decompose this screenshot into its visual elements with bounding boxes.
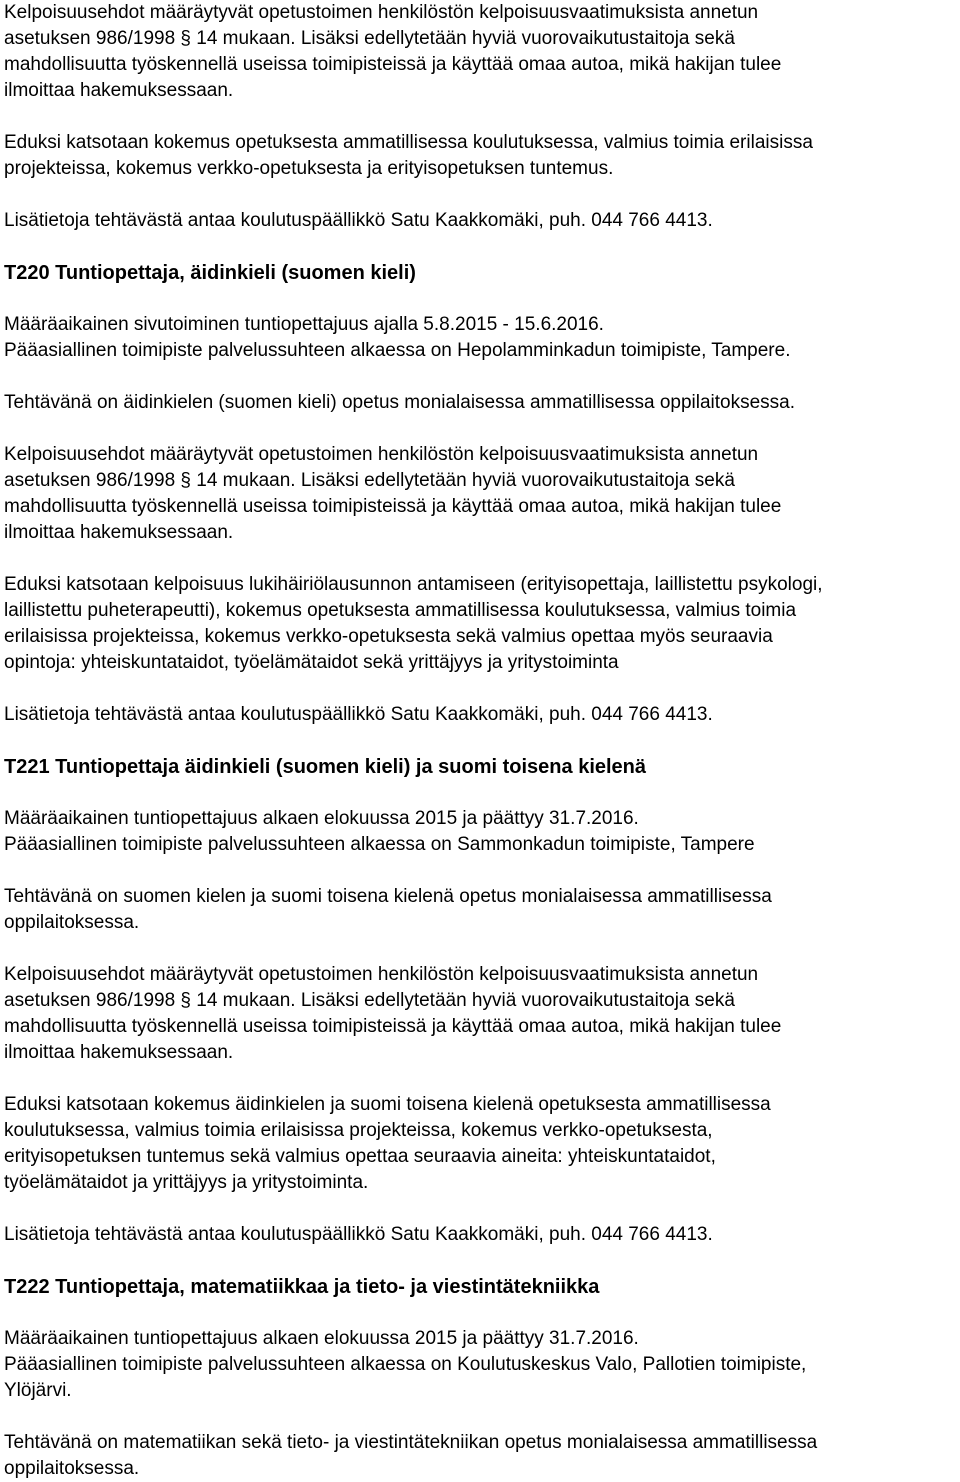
- job-task: Tehtävänä on matematiikan sekä tieto- ja viestintätekniikan opetus monialaisessa ammatillisessa oppilaitoksessa.: [4, 1432, 818, 1479]
- job-title-t221: T221 Tuntiopettaja äidinkieli (suomen kieli) ja suomi toisena kielenä: [4, 756, 647, 778]
- job-title-t222: T222 Tuntiopettaja, matematiikkaa ja tieto- ja viestintätekniikka: [4, 1276, 600, 1298]
- job-task: Tehtävänä on suomen kielen ja suomi toisena kielenä opetus monialaisessa ammatillisessa oppilaitoksessa.: [4, 886, 772, 933]
- contact-info: Lisätietoja tehtävästä antaa koulutuspäällikkö Satu Kaakkomäki, puh. 044 766 4413.: [4, 210, 713, 231]
- contact-info: Lisätietoja tehtävästä antaa koulutuspäällikkö Satu Kaakkomäki, puh. 044 766 4413.: [4, 704, 713, 725]
- job-term: Määräaikainen sivutoiminen tuntiopettajuus ajalla 5.8.2015 - 15.6.2016. Pääasiallinen toimipiste palvelussuhteen alkaessa on Hepolamminkadun toimipiste, Tampere.: [4, 314, 791, 361]
- merit-paragraph: Eduksi katsotaan kokemus opetuksesta ammatillisessa koulutuksessa, valmius toimia erilaisissa projekteissa, kokemus verkko-opetuksesta ja erityisopetuksen tuntemus.: [4, 132, 813, 179]
- job-term: Määräaikainen tuntiopettajuus alkaen elokuussa 2015 ja päättyy 31.7.2016. Pääasiallinen toimipiste palvelussuhteen alkaessa on Koulutuskeskus Valo, Pallotien toimipiste, Ylöjärvi.: [4, 1328, 807, 1401]
- job-task: Tehtävänä on äidinkielen (suomen kieli) opetus monialaisessa ammatillisessa oppilaitoksessa.: [4, 392, 796, 413]
- contact-info: Lisätietoja tehtävästä antaa koulutuspäällikkö Satu Kaakkomäki, puh. 044 766 4413.: [4, 1224, 713, 1245]
- qualification-paragraph: Kelpoisuusehdot määräytyvät opetustoimen henkilöstön kelpoisuusvaatimuksista annetun asetuksen 986/1998 § 14 mukaan. Lisäksi edellytetään hyviä vuorovaikutustaitoja sekä mahdollisuutta työskennellä useissa toimipisteissä ja käyttää omaa autoa, mikä hakijan tulee ilmoittaa hakemuksessaan.: [4, 2, 782, 101]
- qualification-paragraph: Kelpoisuusehdot määräytyvät opetustoimen henkilöstön kelpoisuusvaatimuksista annetun asetuksen 986/1998 § 14 mukaan. Lisäksi edellytetään hyviä vuorovaikutustaitoja sekä mahdollisuutta työskennellä useissa toimipisteissä ja käyttää omaa autoa, mikä hakijan tulee ilmoittaa hakemuksessaan.: [4, 964, 782, 1063]
- job-term: Määräaikainen tuntiopettajuus alkaen elokuussa 2015 ja päättyy 31.7.2016. Pääasiallinen toimipiste palvelussuhteen alkaessa on Sammonkadun toimipiste, Tampere: [4, 808, 755, 855]
- merit-paragraph: Eduksi katsotaan kokemus äidinkielen ja suomi toisena kielenä opetuksesta ammatillisessa koulutuksessa, valmius toimia erilaisissa projekteissa, kokemus verkko-opetuksesta, erityisopetuksen tuntemus sekä valmius opettaa seuraavia aineita: yhteiskuntataidot, työelämätaidot ja yrittäjyys ja yritystoiminta.: [4, 1094, 771, 1193]
- merit-paragraph: Eduksi katsotaan kelpoisuus lukihäiriölausunnon antamiseen (erityisopettaja, laillistettu psykologi, laillistettu puheterapeutti), kokemus opetuksesta ammatillisessa koulutuksessa, valmius toimia erilaisissa projekteissa, kokemus verkko-opetuksesta sekä valmius opettaa myös seuraavia opintoja: yhteiskuntataidot, työelämätaidot sekä yrittäjyys ja yritystoiminta: [4, 574, 823, 673]
- job-title-t220: T220 Tuntiopettaja, äidinkieli (suomen kieli): [4, 262, 416, 284]
- qualification-paragraph: Kelpoisuusehdot määräytyvät opetustoimen henkilöstön kelpoisuusvaatimuksista annetun asetuksen 986/1998 § 14 mukaan. Lisäksi edellytetään hyviä vuorovaikutustaitoja sekä mahdollisuutta työskennellä useissa toimipisteissä ja käyttää omaa autoa, mikä hakijan tulee ilmoittaa hakemuksessaan.: [4, 444, 782, 543]
